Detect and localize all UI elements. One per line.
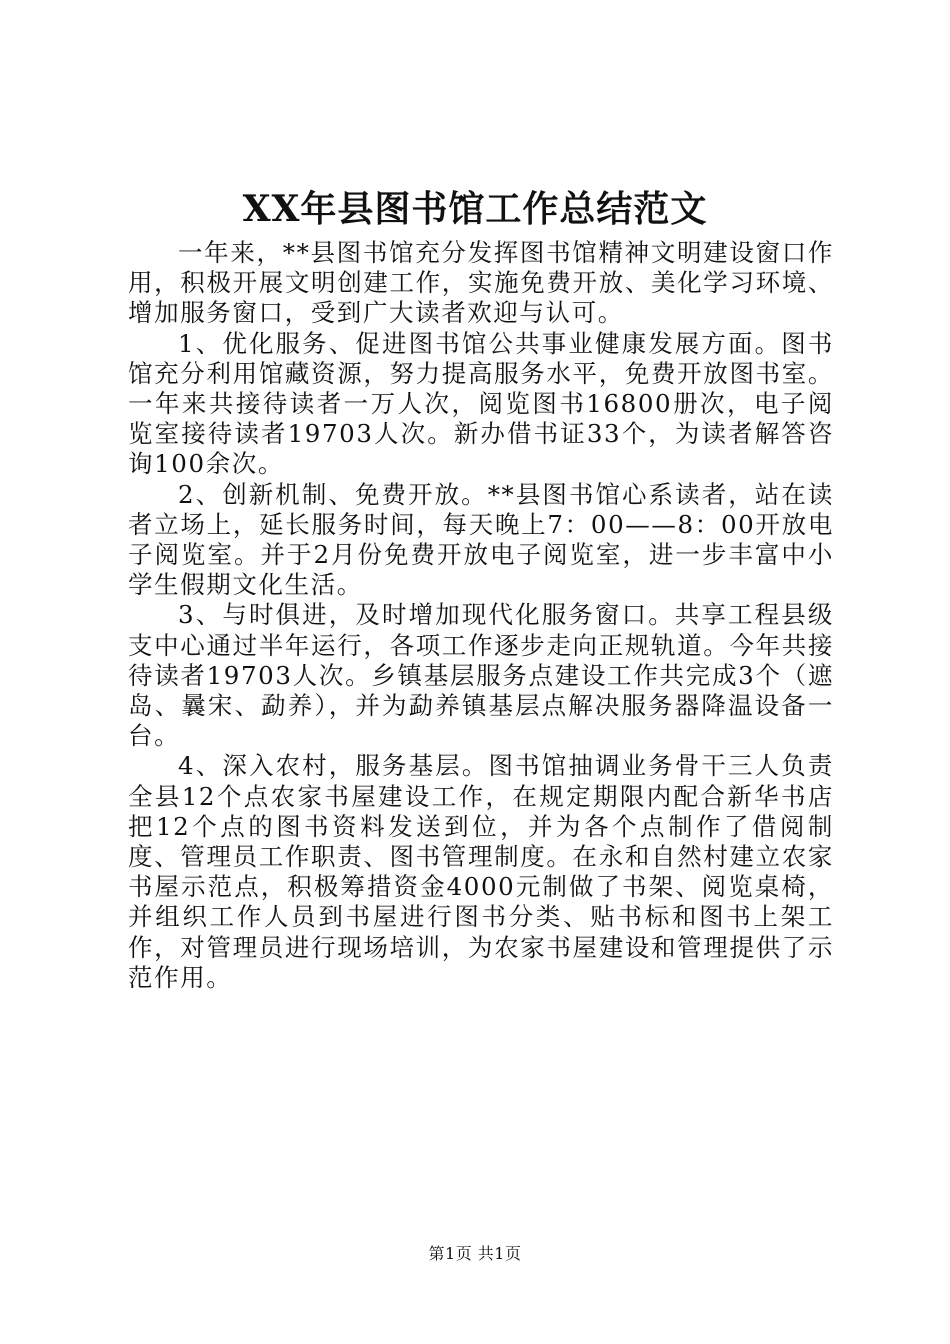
paragraph-intro: 一年来，**县图书馆充分发挥图书馆精神文明建设窗口作用，积极开展文明创建工作，实施免费开放、美化学习环境、增加服务窗口，受到广大读者欢迎与认可。 bbox=[128, 238, 834, 328]
paragraph-item-4: 4、深入农村，服务基层。图书馆抽调业务骨干三人负责全县12个点农家书屋建设工作，在规定期限内配合新华书店把12个点的图书资料发送到位，并为各个点制作了借阅制度、管理员工作职责、图书管理制度。在永和自然村建立农家书屋示范点，积极筹措资金4000元制做了书架、阅览桌椅，并组织工作人员到书屋进行图书分类、贴书标和图书上架工作，对管理员进行现场培训，为农家书屋建设和管理提供了示范作用。 bbox=[128, 751, 834, 992]
paragraph-item-3: 3、与时俱进，及时增加现代化服务窗口。共享工程县级支中心通过半年运行，各项工作逐步走向正规轨道。今年共接待读者19703人次。乡镇基层服务点建设工作共完成3个（遮岛、曩宋、勐养），并为勐养镇基层点解决服务器降温设备一台。 bbox=[128, 600, 834, 751]
document-body bbox=[128, 238, 834, 993]
page-number: 第1页 bbox=[428, 1244, 473, 1263]
paragraph-item-2: 2、创新机制、免费开放。**县图书馆心系读者，站在读者立场上，延长服务时间，每天晚上7：00——8：00开放电子阅览室。并于2月份免费开放电子阅览室，进一步丰富中小学生假期文化生活。 bbox=[128, 479, 834, 600]
document-title: XX年县图书馆工作总结范文 bbox=[242, 188, 708, 230]
page-total: 共1页 bbox=[477, 1244, 522, 1263]
paragraph-item-1: 1、优化服务、促进图书馆公共事业健康发展方面。图书馆充分利用馆藏资源，努力提高服务水平，免费开放图书室。一年来共接待读者一万人次，阅览图书16800册次，电子阅览室接待读者19703人次。新办借书证33个，为读者解答咨询100余次。 bbox=[128, 328, 834, 479]
page-footer bbox=[0, 1242, 950, 1266]
